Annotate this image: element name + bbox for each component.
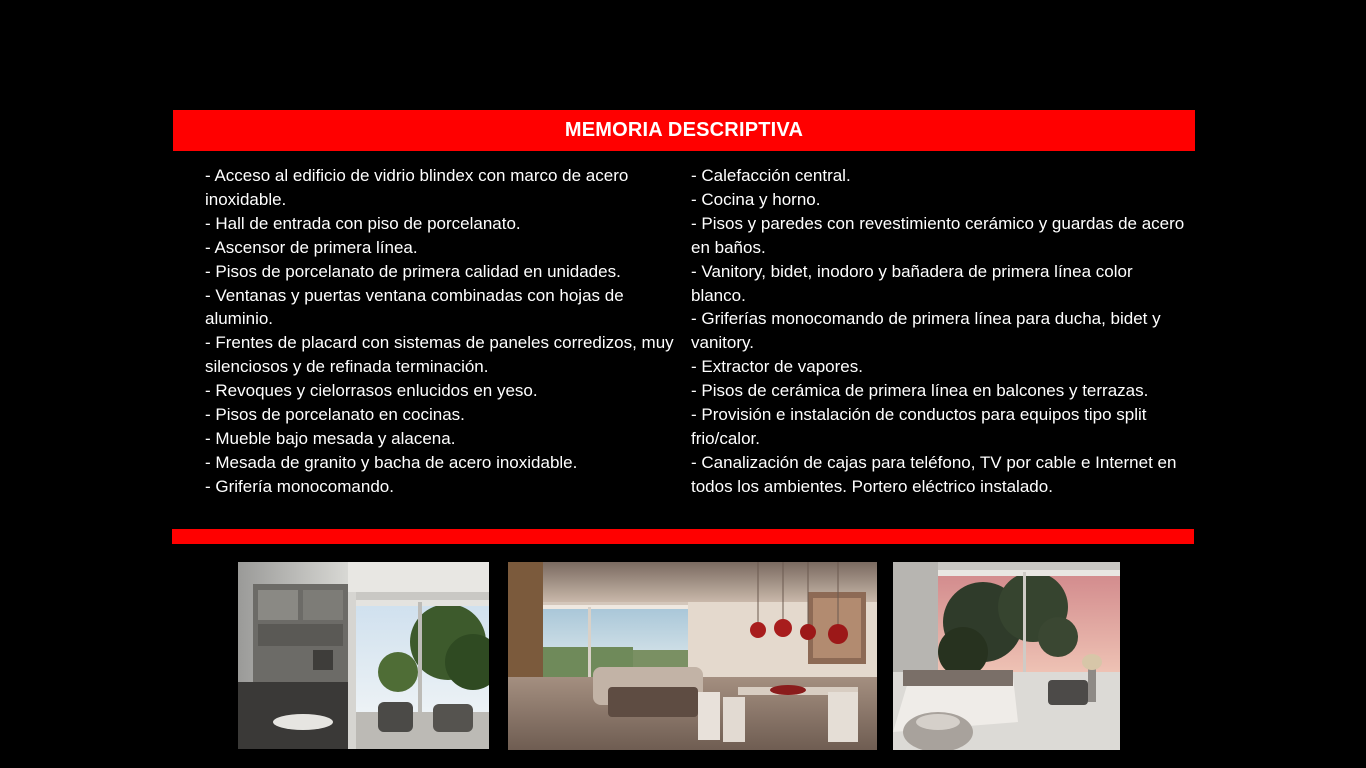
feature-item: - Pisos de cerámica de primera línea en balcones y terrazas.: [691, 381, 1149, 401]
feature-item: - Extractor de vapores.: [691, 357, 863, 377]
feature-item: - Provisión e instalación de conductos para equipos tipo split frio/calor.: [691, 405, 1147, 448]
page-title: MEMORIA DESCRIPTIVA: [564, 119, 804, 141]
living-room-photo: [508, 562, 877, 750]
feature-item: - Grifería monocomando.: [205, 476, 394, 496]
feature-item: - Mesada de granito y bacha de acero inoxidable.: [205, 452, 578, 472]
feature-item: - Calefacción central.: [691, 166, 851, 185]
red-divider: [172, 529, 1194, 544]
feature-item: - Ascensor de primera línea.: [205, 237, 418, 257]
feature-item: - Acceso al edificio de vidrio blindex con marco de acero inoxidable.: [205, 166, 629, 209]
feature-item: - Griferías monocomando de primera línea para ducha, bidet y vanitory.: [691, 309, 1161, 353]
feature-item: - Pisos de porcelanato en cocinas.: [205, 405, 465, 425]
kitchen-photo: [238, 562, 489, 749]
feature-item: - Ventanas y puertas ventana combinadas con hojas de aluminio.: [205, 285, 624, 329]
feature-item: - Cocina y horno.: [691, 189, 821, 209]
bedroom-photo: [893, 562, 1120, 750]
feature-item: - Hall de entrada con piso de porcelanato.: [205, 213, 521, 233]
features-left-column: [205, 164, 675, 499]
feature-item: - Pisos y paredes con revestimiento cerámico y guardas de acero en baños.: [691, 213, 1185, 257]
feature-item: - Canalización de cajas para teléfono, TV por cable e Internet en todos los ambientes. Portero eléctrico instalado.: [691, 452, 1177, 496]
features-right-column: [691, 164, 1191, 499]
feature-item: - Revoques y cielorrasos enlucidos en yeso.: [205, 381, 538, 401]
feature-item: - Frentes de placard con sistemas de paneles corredizos, muy silenciosos y de refinada terminación.: [205, 333, 674, 377]
feature-item: - Vanitory, bidet, inodoro y bañadera de primera línea color blanco.: [691, 261, 1133, 305]
feature-item: - Mueble bajo mesada y alacena.: [205, 428, 456, 448]
title-bar: [173, 110, 1195, 151]
feature-item: - Pisos de porcelanato de primera calidad en unidades.: [205, 261, 621, 281]
